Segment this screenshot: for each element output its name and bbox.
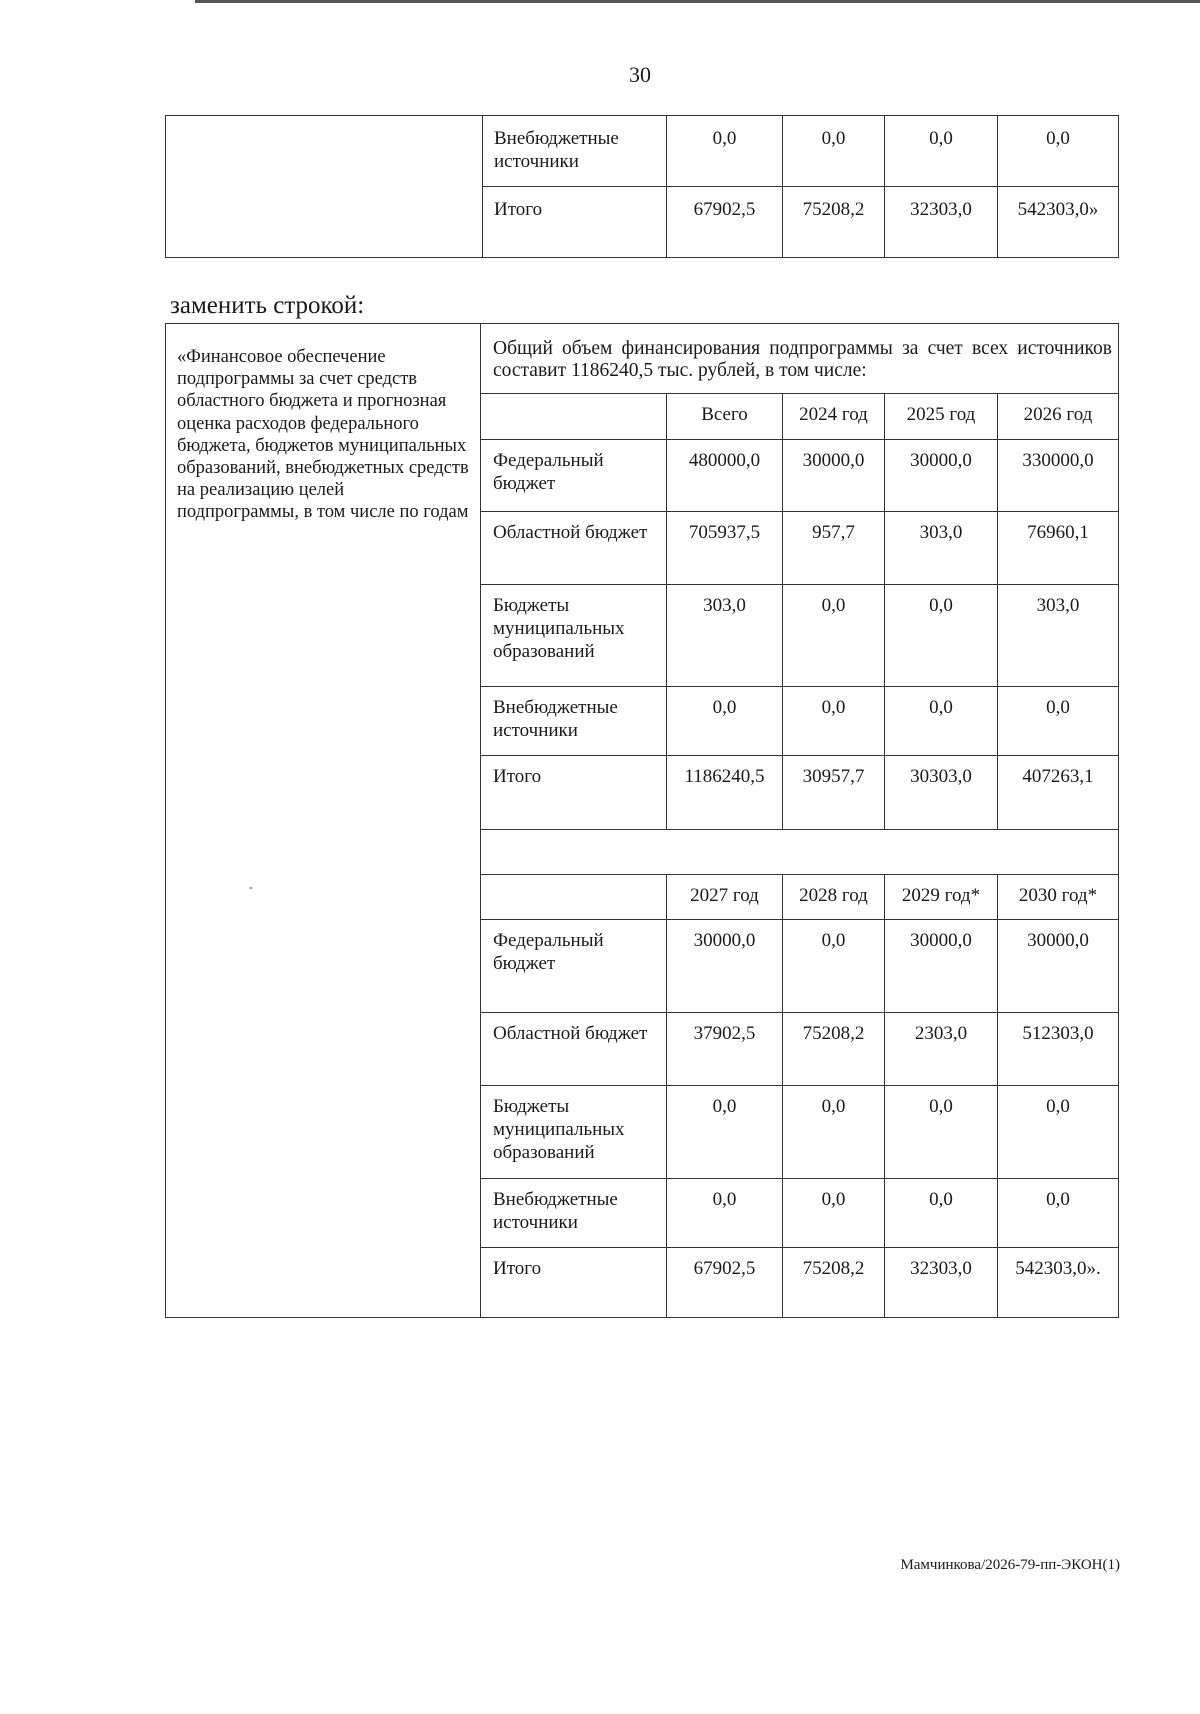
table-cell: 0,0 (1046, 1096, 1070, 1117)
row-description: «Финансовое обеспечение подпрограммы за счет средств областного бюджета и прогнозная оценка расходов федерального бюджета, бюджетов муниципальных образований, внебюджетных средств на реализацию целей подпрограммы, в том числе по годам (166, 324, 481, 1317)
table-row (481, 512, 1118, 585)
table-cell: 67902,5 (667, 1248, 783, 1317)
table-cell: 0,0 (783, 1179, 885, 1247)
table-cell: 705937,5 (667, 512, 783, 584)
table-cell: 542303,0» (1017, 199, 1099, 220)
table-cell: 542303,0». (1015, 1258, 1101, 1279)
table-cell: 75208,2 (783, 1013, 885, 1085)
table-cell: 0,0 (667, 687, 783, 755)
table-cell: 30000,0 (667, 920, 783, 1012)
table-row (481, 1179, 1118, 1248)
row-label: Бюджеты муниципальных образований (481, 585, 667, 686)
table-cell: 1186240,5 (667, 756, 783, 829)
row-label: Бюджеты муниципальных образований (481, 1086, 667, 1178)
header-cell: 2024 год (783, 394, 885, 439)
table-cell: 0,0 (667, 116, 783, 186)
table-cell: 37902,5 (667, 1013, 783, 1085)
header-cell (481, 875, 667, 919)
table-cell: 0,0 (783, 585, 885, 686)
row-label: Федеральный бюджет (481, 920, 667, 1012)
previous-table-fragment (165, 115, 1119, 258)
table-cell: 0,0 (885, 1086, 998, 1178)
table-cell: 30000,0 (1027, 930, 1089, 951)
table-cell: 32303,0 (885, 187, 998, 258)
table-cell: 0,0 (667, 1086, 783, 1178)
table-cell: 67902,5 (667, 187, 783, 258)
header-cell: 2026 год (1023, 404, 1093, 425)
table-cell: 76960,1 (1027, 522, 1089, 543)
table-cell: 0,0 (783, 116, 885, 186)
table-header-row (481, 394, 1118, 440)
table-cell: 0,0 (1046, 1189, 1070, 1210)
table-cell: 330000,0 (1022, 450, 1094, 471)
table-cell: 0,0 (667, 1179, 783, 1247)
table-cell: 0,0 (783, 920, 885, 1012)
financing-grid (481, 324, 1118, 1317)
table-cell: 303,0 (667, 585, 783, 686)
table-cell: 0,0 (885, 687, 998, 755)
table-cell: 75208,2 (783, 187, 885, 258)
row-label: Внебюджетные источники (481, 1179, 667, 1247)
document-code: Мамчинкова/2026-79-пп-ЭКОН(1) (900, 1557, 1120, 1573)
table-cell: 30000,0 (783, 440, 885, 511)
table-cell: 30000,0 (885, 440, 998, 511)
fragment-empty-left-cell (166, 116, 483, 257)
row-label: Итого (482, 187, 667, 258)
table-cell: 32303,0 (885, 1248, 998, 1317)
financing-intro: Общий объем финансирования подпрограммы за счет всех источников составит 1186240,5 тыс. рублей, в том числе: (481, 324, 1118, 394)
scan-speck (250, 887, 252, 889)
table-cell: 512303,0 (1022, 1023, 1094, 1044)
table-cell: 0,0 (783, 687, 885, 755)
table-row (482, 187, 1118, 258)
header-cell: 2029 год* (885, 875, 998, 919)
table-cell: 480000,0 (667, 440, 783, 511)
row-label: Итого (481, 756, 667, 829)
table-cell: 303,0 (1036, 595, 1080, 616)
table-row (481, 440, 1118, 512)
table-header-row (481, 875, 1118, 920)
table-cell: 30957,7 (783, 756, 885, 829)
row-label: Итого (481, 1248, 667, 1317)
table-cell: 303,0 (885, 512, 998, 584)
header-cell (481, 394, 667, 439)
row-label: Федеральный бюджет (481, 440, 667, 511)
table-row (481, 585, 1118, 687)
header-cell: 2030 год* (1018, 885, 1098, 906)
table-cell: 0,0 (1046, 128, 1070, 149)
page-number: 30 (629, 62, 651, 87)
scan-top-edge (195, 0, 1200, 3)
table-row (481, 1013, 1118, 1086)
table-cell: 75208,2 (783, 1248, 885, 1317)
row-label: Внебюджетные источники (481, 687, 667, 755)
table-row (481, 687, 1118, 756)
table-cell: 0,0 (1046, 697, 1070, 718)
table-cell: 407263,1 (1022, 766, 1094, 787)
replacement-table (165, 323, 1119, 1318)
row-label: Внебюджетные источники (482, 116, 667, 186)
table-cell: 957,7 (783, 512, 885, 584)
table-cell: 30303,0 (885, 756, 998, 829)
empty-separator-row (481, 829, 1118, 875)
table-row (482, 116, 1118, 187)
table-cell: 30000,0 (885, 920, 998, 1012)
row-label: Областной бюджет (481, 512, 667, 584)
table-row (481, 920, 1118, 1013)
header-cell: 2025 год (885, 394, 998, 439)
table-row (481, 756, 1118, 829)
table-row (481, 1086, 1118, 1179)
table-cell: 0,0 (783, 1086, 885, 1178)
header-cell: Всего (667, 394, 783, 439)
replace-heading: заменить строкой: (170, 292, 365, 319)
row-label: Областной бюджет (481, 1013, 667, 1085)
table-cell: 0,0 (885, 1179, 998, 1247)
header-cell: 2028 год (783, 875, 885, 919)
table-cell: 2303,0 (885, 1013, 998, 1085)
table-cell: 0,0 (885, 116, 998, 186)
table-cell: 0,0 (885, 585, 998, 686)
table-row (481, 1248, 1118, 1317)
header-cell: 2027 год (667, 875, 783, 919)
